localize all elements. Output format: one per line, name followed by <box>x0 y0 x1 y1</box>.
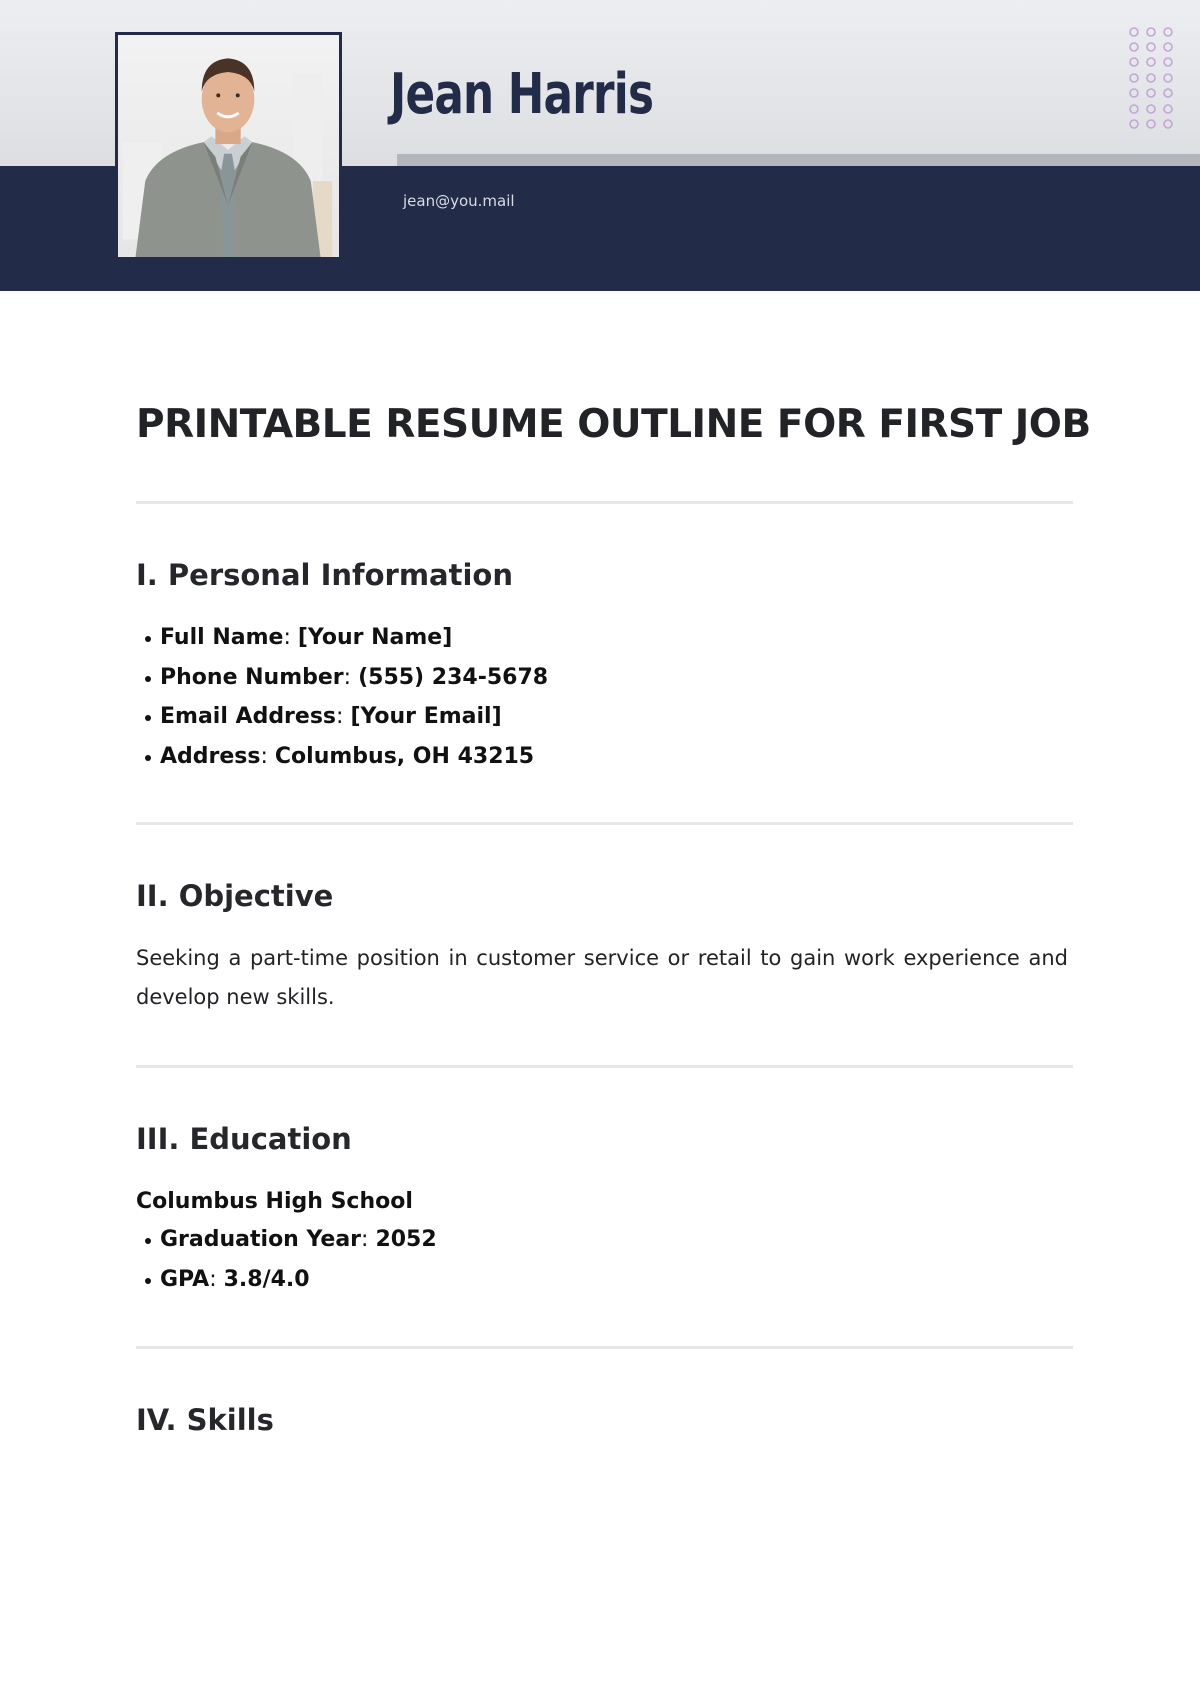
candidate-email: jean@you.mail <box>403 192 515 210</box>
decorative-dots-icon <box>1126 24 1176 132</box>
profile-photo-image <box>118 35 339 257</box>
item-value: Columbus, OH 43215 <box>274 743 535 769</box>
section-title-objective: II. Objective <box>136 879 334 913</box>
list-item <box>136 697 548 737</box>
item-separator: : <box>343 664 359 690</box>
school-name: Columbus High School <box>136 1189 413 1214</box>
list-item <box>136 658 548 698</box>
item-label: Full Name <box>160 625 284 650</box>
section-title-education: III. Education <box>136 1122 352 1156</box>
profile-photo <box>115 32 342 260</box>
list-item <box>136 1260 437 1300</box>
list-item <box>136 737 548 777</box>
list-item <box>136 618 548 658</box>
item-value: 3.8/4.0 <box>223 1266 310 1292</box>
item-separator: : <box>336 704 351 729</box>
list-item <box>136 1220 437 1260</box>
divider <box>136 1065 1073 1068</box>
item-label: Graduation Year <box>160 1227 362 1252</box>
divider <box>136 822 1073 825</box>
item-separator: : <box>260 743 275 769</box>
objective-text: Seeking a part-time position in customer service or retail to gain work experience and develop new skills. <box>136 946 1068 1009</box>
education-list <box>136 1220 437 1299</box>
item-label: Phone Number <box>160 664 344 690</box>
item-separator: : <box>361 1227 376 1252</box>
header-accent-strip <box>397 154 1200 166</box>
item-label: Address <box>160 743 261 769</box>
item-label: GPA <box>160 1266 210 1292</box>
section-title-personal-information: I. Personal Information <box>136 558 513 592</box>
item-value: [Your Name] <box>297 625 453 650</box>
personal-info-list <box>136 618 548 776</box>
divider <box>136 501 1073 504</box>
item-label: Email Address <box>160 704 337 729</box>
item-value: 2052 <box>375 1227 437 1252</box>
item-value: [Your Email] <box>350 704 502 729</box>
document-title: PRINTABLE RESUME OUTLINE FOR FIRST JOB <box>136 402 1091 447</box>
resume-header <box>0 0 1200 291</box>
divider <box>136 1346 1073 1349</box>
candidate-name: Jean Harris <box>390 62 654 127</box>
item-separator: : <box>209 1266 224 1292</box>
item-value: (555) 234-5678 <box>358 664 549 690</box>
item-separator: : <box>283 625 298 650</box>
section-title-skills: IV. Skills <box>136 1403 274 1437</box>
